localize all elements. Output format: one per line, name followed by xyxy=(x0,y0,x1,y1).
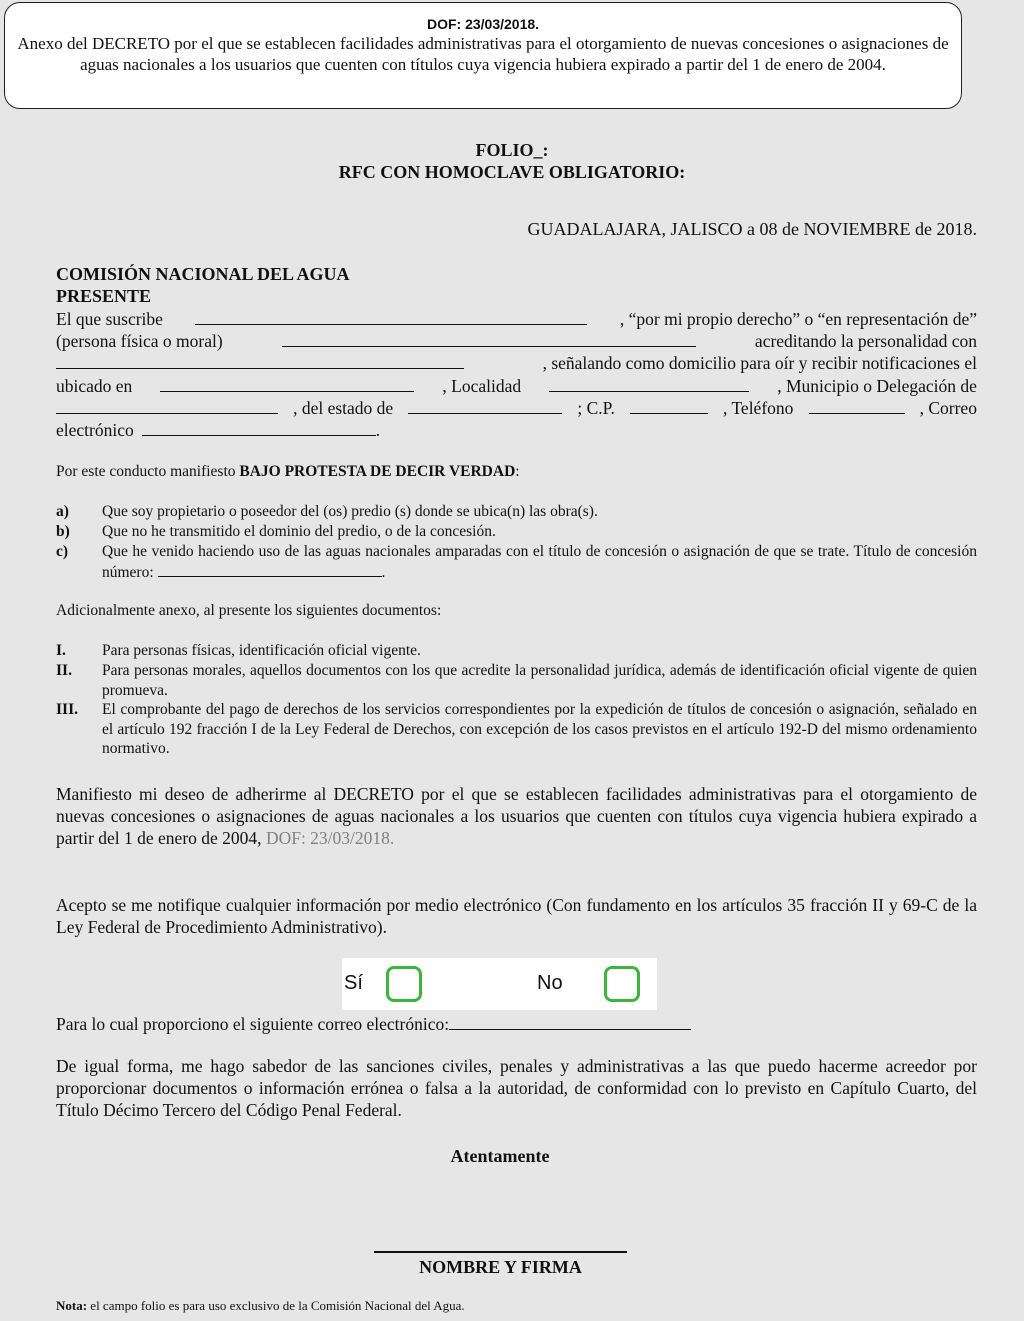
no-checkbox[interactable] xyxy=(604,966,640,1002)
footnote: Nota: el campo folio es para uso exclusivo de la Comisión Nacional del Agua. xyxy=(56,1298,465,1313)
email-line: Para lo cual proporciono el siguiente correo electrónico: xyxy=(56,1012,691,1035)
dof-date: DOF: 23/03/2018. xyxy=(426,16,540,32)
locality-field[interactable] xyxy=(549,374,749,392)
form-row-1: El que suscribe , “por mi propio derecho” o “en representación de” xyxy=(56,309,977,329)
header-text: Anexo del DECRETO por el que se establecen facilidades administrativas para el otorgamiento de nuevas concesiones o asignaciones de aguas nacionales a los usuarios que cuenten con títulos cuya vigencia hubiera expirado a partir del 1 de enero de 2004. xyxy=(17,34,949,74)
credential-field[interactable] xyxy=(56,351,464,369)
form-row-5: , del estado de ; C.P. , Teléfono , Correo xyxy=(56,396,977,418)
notify-paragraph: Acepto se me notifique cualquier información por medio electrónico (Con fundamento en los artículos 35 fracción II y 69-C de la Ley Federal de Procedimiento Administrativo). xyxy=(56,895,977,937)
addressee-presente: PRESENTE xyxy=(56,286,152,306)
form-row-3: , señalando como domicilio para oír y recibir notificaciones el xyxy=(56,351,977,373)
subscriber-name-field[interactable] xyxy=(195,307,587,325)
state-field[interactable] xyxy=(408,396,562,414)
place-date: GUADALAJARA, JALISCO a 08 de NOVIEMBRE de 2018. xyxy=(527,219,977,239)
postal-code-field[interactable] xyxy=(630,396,708,414)
yes-no-choice xyxy=(342,958,657,1010)
address-field[interactable] xyxy=(160,374,414,392)
form-row-2: (persona física o moral) acreditando la personalidad con xyxy=(56,331,977,351)
statement-c: c) Que he venido haciendo uso de las aguas nacionales amparadas con el título de concesión o asignación de que se trate. Título de concesión número: . xyxy=(56,543,977,581)
rfc-label: RFC CON HOMOCLAVE OBLIGATORIO: xyxy=(338,162,686,182)
signature-label: NOMBRE Y FIRMA xyxy=(419,1257,582,1277)
notification-email-field[interactable] xyxy=(449,1012,691,1030)
protest-line: Por este conducto manifiesto BAJO PROTESTA DE DECIR VERDAD: xyxy=(56,463,520,480)
form-row-4: ubicado en , Localidad , Municipio o Delegación de xyxy=(56,376,977,396)
folio-label: FOLIO_: xyxy=(475,140,549,160)
person-type-field[interactable] xyxy=(282,329,696,347)
document-i: I. Para personas físicas, identificación oficial vigente. xyxy=(56,642,421,659)
document-iii: III. El comprobante del pago de derechos de los servicios correspondientes por la expedición de títulos de concesión o asignación, señalado en el artículo 192 fracción I de la Ley Federal de Derechos, con excepción de los casos previstos en el artículo 192-D del mismo ordenamiento normativo. xyxy=(56,701,977,757)
addressee-name: COMISIÓN NACIONAL DEL AGUA xyxy=(56,264,350,284)
no-label: No xyxy=(537,972,563,994)
annex-intro: Adicionalmente anexo, al presente los siguientes documentos: xyxy=(56,602,442,619)
statement-b: b) Que no he transmitido el dominio del predio, o de la concesión. xyxy=(56,523,496,540)
yes-checkbox[interactable] xyxy=(386,966,422,1002)
document-ii: II. Para personas morales, aquellos documentos con los que acredite la personalidad jurídica, además de identificación oficial vigente de quien promueva. xyxy=(56,662,977,699)
statement-a: a) Que soy propietario o poseedor del (os) predio (s) donde se ubica(n) las obra(s). xyxy=(56,503,598,520)
municipality-field[interactable] xyxy=(56,396,278,414)
adhesion-paragraph: Manifiesto mi deseo de adherirme al DECRETO por el que se establecen facilidades administrativas para el otorgamiento de nuevas concesiones o asignaciones de aguas nacionales a los usuarios que cuenten con títulos cuya vigencia hubiera expirado a partir del 1 de enero de 2004, DOF: 23/03/2018. xyxy=(56,784,977,848)
form-row-6: electrónico . xyxy=(56,420,381,440)
phone-field[interactable] xyxy=(809,396,905,414)
yes-label: Sí xyxy=(344,972,363,994)
sanctions-paragraph: De igual forma, me hago sabedor de las sanciones civiles, penales y administrativas a las que puedo hacerme acreedor por proporcionar documentos o información errónea o falsa a la autoridad, de conformidad con lo previsto en Capítulo Cuarto, del Título Décimo Tercero del Código Penal Federal. xyxy=(56,1056,977,1120)
signature-line xyxy=(374,1251,627,1253)
concession-number-field[interactable] xyxy=(158,562,382,577)
closing: Atentamente xyxy=(450,1146,550,1166)
email-field[interactable] xyxy=(142,418,376,436)
header-box xyxy=(4,2,962,109)
